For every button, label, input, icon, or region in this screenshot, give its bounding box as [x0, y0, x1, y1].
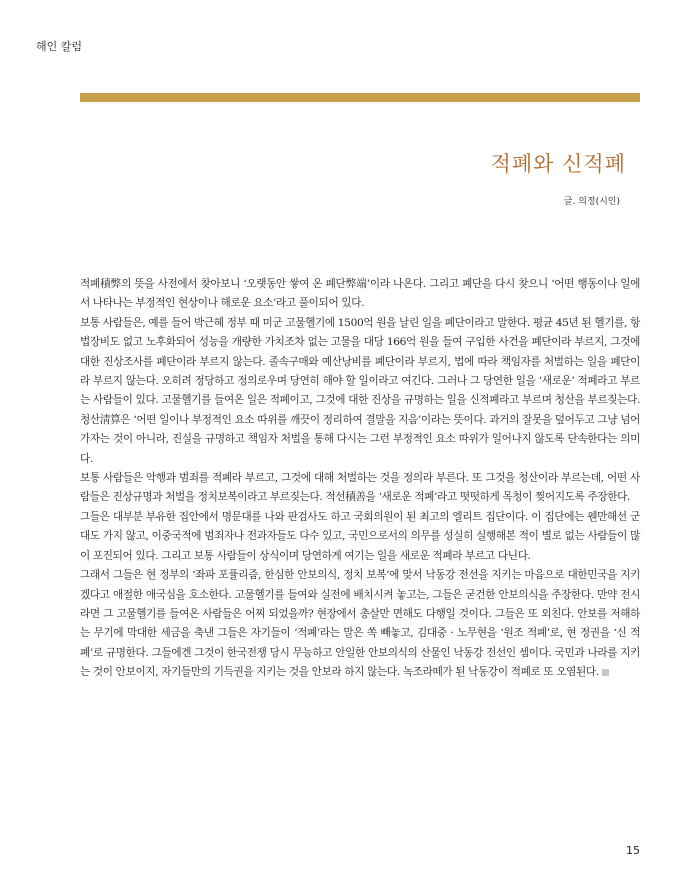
header-rule: [80, 93, 640, 102]
page-number: 15: [626, 844, 640, 857]
paragraph: 적폐積弊의 뜻을 사전에서 찾아보니 ‘오랫동안 쌓여 온 폐단弊端’이라 나온다. 그리고 폐단을 다시 찾으니 ‘어떤 행동이나 일에서 나타나는 부정적인 현상이나 해로운 요소’라고 풀이되어 있다.: [80, 278, 640, 310]
paragraph: 보통 사람들은, 예를 들어 박근혜 정부 때 미군 고물헬기에 1500억 원을 날린 일을 폐단이라고 말한다. 평균 45년 된 헬기를, 항법장비도 없고 노후화되어 성능을 개량한 가치조차 없는 고물을 대당 166억 원을 들여 구입한 사건을 폐단이라 부르지, 그것에 대한 진상조사를 폐단이라 부르지 않는다. 졸속구매와 예산낭비를 폐단이라 부르지, 법에 따라 책임자를 처벌하는 일을 폐단이라 부르지 않는다. 오히려 정당하고 정의로우며 당연히 해야 할 일이라고 여긴다. 그러나 그 당연한 일을 ‘새로운’ 적폐라고 부르는 사람들이 있다. 고물헬기를 들여온 일은 적폐이고, 그것에 대한 진상을 규명하는 일을 신적폐라고 부르며 청산을 부르짖는다. 청산淸算은 ‘어떤 일이나 부정적인 요소 따위를 깨끗이 정리하여 결말을 지음’이라는 뜻이다. 과거의 잘못을 덮어두고 그냥 넘어가자는 것이 아니라, 진실을 규명하고 책임자 처벌을 통해 다시는 그런 부정적인 요소 따위가 일어나지 않도록 단속한다는 의미다.: [80, 316, 640, 465]
end-mark-icon: [602, 669, 609, 676]
paragraph: 보통 사람들은 악행과 범죄를 적폐라 부르고, 그것에 대해 처벌하는 것을 정의라 부른다. 또 그것을 청산이라 부르는데, 어떤 사람들은 진상규명과 처벌을 정치보복이라고 부르짖는다. 적선積善을 ‘새로운 적폐’라고 떳떳하게 목청이 찢어지도록 주장한다.: [80, 472, 640, 504]
article-byline: 글. 의정(시인): [563, 197, 620, 207]
paragraph: 그들은 대부분 부유한 집안에서 명문대를 나와 판검사도 하고 국회의원이 된 최고의 엘리트 집단이다. 이 집단에는 웬만해선 군대도 가지 않고, 이중국적에 범죄자나 전과자들도 다수 있고, 국민으로서의 의무를 성실히 실행해본 적이 별로 없는 사람들이 많이 포진되어 있다. 그리고 보통 사람들이 상식이며 당연하게 여기는 일을 새로운 적폐라 부르고 다닌다.: [80, 510, 640, 562]
article-title: 적폐와 신적폐: [490, 152, 626, 176]
paragraph-last: [80, 566, 640, 682]
section-label: 해인 칼럼: [36, 40, 83, 53]
paragraph-text: 그래서 그들은 현 정부의 ‘좌파 포퓰리즘, 한심한 안보의식, 정치 보복’에 맞서 낙동강 전선을 지키는 마음으로 대한민국을 지키겠다고 애절한 애국심을 호소한다. 고물헬기를 들여와 실전에 배치시켜 놓고는, 그들은 굳건한 안보의식을 주장한다. 만약 전시라면 그 고물헬기를 들여온 사람들은 어찌 되었을까? 현장에서 총살만 면해도 다행일 것이다. 그들은 또 외친다. 안보를 저해하는 무기에 막대한 세금을 축낸 그들은 자기들이 ‘적폐’라는 말은 쏙 빼놓고, 김대중 · 노무현을 ‘원조 적폐’로, 현 정권을 ‘신 적폐’로 규명한다. 그들에겐 그것이 한국전쟁 당시 무능하고 안일한 안보의식의 산물인 낙동강 전선인 셈이다. 국민과 나라를 지키는 것이 안보이지, 자기들만의 기득권을 지키는 것을 안보라 하지 않는다. 녹조라떼가 된 낙동강이 적폐로 또 오염된다.: [80, 569, 640, 679]
article-body: [80, 275, 640, 683]
